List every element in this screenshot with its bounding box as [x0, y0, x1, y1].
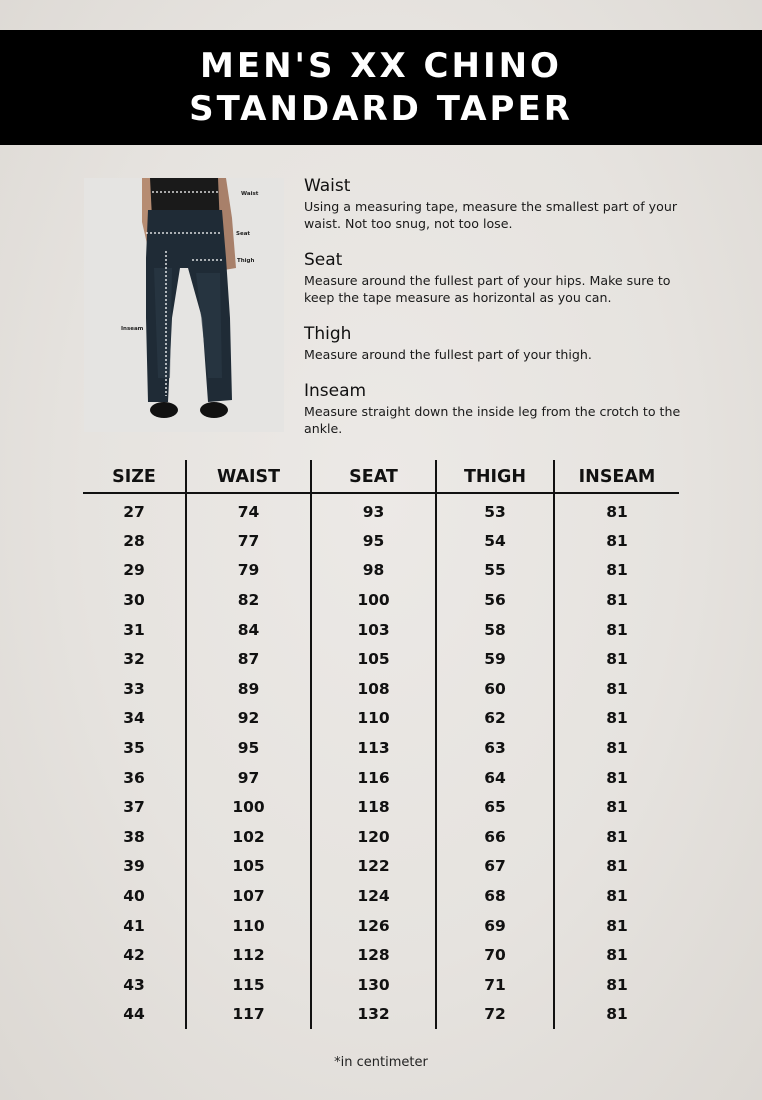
header-seat: SEAT	[311, 460, 436, 493]
cell-thigh: 55	[436, 556, 554, 586]
cell-seat: 122	[311, 852, 436, 882]
cell-thigh: 64	[436, 763, 554, 793]
header-inseam: INSEAM	[554, 460, 679, 493]
guide-inseam	[304, 381, 694, 437]
cell-size: 30	[123, 590, 145, 609]
cell-inseam: 81	[554, 674, 679, 704]
header-thigh: THIGH	[436, 460, 554, 493]
cell-seat: 110	[311, 704, 436, 734]
cell-waist: 112	[186, 940, 311, 970]
cell-thigh: 56	[436, 585, 554, 615]
cell-thigh: 63	[436, 733, 554, 763]
svg-text:Thigh: Thigh	[237, 258, 255, 264]
cell-size: 33	[123, 679, 145, 698]
cell-seat: 132	[311, 1000, 436, 1030]
cell-inseam: 81	[554, 556, 679, 586]
table-body	[83, 493, 679, 1029]
size-chart-table	[83, 460, 679, 1029]
cell-thigh: 54	[436, 526, 554, 556]
table-row	[83, 644, 679, 674]
cell-thigh: 65	[436, 792, 554, 822]
cell-waist: 87	[186, 644, 311, 674]
cell-size: 28	[123, 531, 145, 550]
title-banner	[0, 30, 762, 145]
cell-inseam: 81	[554, 940, 679, 970]
cell-seat: 126	[311, 911, 436, 941]
cell-size: 44	[123, 1005, 145, 1024]
table-row	[83, 970, 679, 1000]
cell-inseam: 81	[554, 526, 679, 556]
cell-waist: 117	[186, 1000, 311, 1030]
cell-thigh: 71	[436, 970, 554, 1000]
cell-seat: 100	[311, 585, 436, 615]
cell-size: 42	[123, 946, 145, 965]
svg-text:Inseam: Inseam	[121, 326, 144, 332]
cell-thigh: 72	[436, 1000, 554, 1030]
cell-seat: 108	[311, 674, 436, 704]
cell-seat: 105	[311, 644, 436, 674]
cell-inseam: 81	[554, 615, 679, 645]
title-line-2: STANDARD TAPER	[189, 88, 573, 129]
cell-inseam: 81	[554, 733, 679, 763]
table-row	[83, 585, 679, 615]
svg-text:Waist: Waist	[241, 191, 259, 197]
cell-waist: 110	[186, 911, 311, 941]
guide-waist	[304, 176, 694, 232]
guide-seat-text: Measure around the fullest part of your hips. Make sure to keep the tape measure as horizontal as you can.	[304, 273, 671, 305]
cell-size: 29	[123, 561, 145, 580]
cell-waist: 105	[186, 852, 311, 882]
cell-inseam: 81	[554, 970, 679, 1000]
svg-text:Seat: Seat	[236, 231, 251, 237]
cell-size: 27	[123, 503, 145, 521]
guide-seat-title: Seat	[304, 250, 343, 270]
header-waist: WAIST	[186, 460, 311, 493]
jeans-model-illustration	[84, 178, 284, 432]
guide-inseam-text: Measure straight down the inside leg from the crotch to the ankle.	[304, 404, 681, 436]
table-row	[83, 792, 679, 822]
cell-waist: 89	[186, 674, 311, 704]
cell-inseam: 81	[554, 852, 679, 882]
guide-inseam-title: Inseam	[304, 381, 367, 401]
title-line-1: MEN'S XX CHINO	[200, 45, 562, 86]
cell-thigh: 66	[436, 822, 554, 852]
guide-thigh-text: Measure around the fullest part of your thigh.	[304, 347, 592, 362]
cell-seat: 120	[311, 822, 436, 852]
cell-seat: 103	[311, 615, 436, 645]
cell-waist: 82	[186, 585, 311, 615]
cell-inseam: 81	[554, 1000, 679, 1030]
cell-inseam: 81	[554, 881, 679, 911]
cell-seat: 93	[311, 493, 436, 526]
cell-inseam: 81	[554, 822, 679, 852]
cell-size: 43	[123, 975, 145, 994]
cell-size: 32	[123, 650, 145, 669]
cell-seat: 116	[311, 763, 436, 793]
cell-waist: 102	[186, 822, 311, 852]
cell-waist: 97	[186, 763, 311, 793]
cell-inseam: 81	[554, 585, 679, 615]
table-row	[83, 940, 679, 970]
cell-waist: 107	[186, 881, 311, 911]
cell-size: 37	[123, 798, 145, 817]
cell-size: 31	[123, 620, 145, 639]
table-row	[83, 881, 679, 911]
cell-thigh: 68	[436, 881, 554, 911]
table-row	[83, 526, 679, 556]
cell-waist: 79	[186, 556, 311, 586]
guide-waist-text: Using a measuring tape, measure the smallest part of your waist. Not too snug, not too lose.	[304, 199, 677, 231]
cell-waist: 92	[186, 704, 311, 734]
table-row	[83, 1000, 679, 1030]
cell-seat: 128	[311, 940, 436, 970]
cell-inseam: 81	[554, 704, 679, 734]
cell-seat: 118	[311, 792, 436, 822]
table-row	[83, 763, 679, 793]
table-row	[83, 733, 679, 763]
table-row	[83, 822, 679, 852]
table-row	[83, 852, 679, 882]
cell-seat: 113	[311, 733, 436, 763]
cell-size: 39	[123, 857, 145, 876]
cell-size: 38	[123, 827, 145, 846]
cell-inseam: 81	[554, 763, 679, 793]
cell-inseam: 81	[554, 493, 679, 526]
cell-thigh: 60	[436, 674, 554, 704]
guide-seat	[304, 250, 694, 306]
guide-thigh	[304, 324, 694, 363]
cell-seat: 95	[311, 526, 436, 556]
guide-thigh-title: Thigh	[304, 324, 352, 344]
cell-size: 36	[123, 768, 145, 787]
cell-thigh: 58	[436, 615, 554, 645]
cell-thigh: 70	[436, 940, 554, 970]
table-header-row	[83, 460, 679, 493]
cell-thigh: 69	[436, 911, 554, 941]
cell-size: 35	[123, 738, 145, 757]
table-row	[83, 674, 679, 704]
cell-waist: 100	[186, 792, 311, 822]
table-row	[83, 615, 679, 645]
cell-thigh: 62	[436, 704, 554, 734]
header-size: SIZE	[83, 460, 186, 493]
cell-waist: 115	[186, 970, 311, 1000]
cell-thigh: 67	[436, 852, 554, 882]
cell-inseam: 81	[554, 911, 679, 941]
cell-size: 41	[123, 916, 145, 935]
unit-footnote: *in centimeter	[334, 1055, 428, 1070]
cell-inseam: 81	[554, 644, 679, 674]
cell-thigh: 59	[436, 644, 554, 674]
measurement-diagram-photo	[84, 178, 284, 432]
cell-seat: 98	[311, 556, 436, 586]
cell-size: 34	[123, 709, 145, 728]
table-row	[83, 911, 679, 941]
cell-thigh: 53	[436, 493, 554, 526]
table-row	[83, 493, 679, 526]
guide-waist-title: Waist	[304, 176, 351, 196]
cell-seat: 130	[311, 970, 436, 1000]
table-row	[83, 556, 679, 586]
cell-seat: 124	[311, 881, 436, 911]
cell-waist: 95	[186, 733, 311, 763]
cell-size: 40	[123, 886, 145, 905]
cell-waist: 74	[186, 493, 311, 526]
cell-waist: 84	[186, 615, 311, 645]
cell-waist: 77	[186, 526, 311, 556]
table-row	[83, 704, 679, 734]
cell-inseam: 81	[554, 792, 679, 822]
